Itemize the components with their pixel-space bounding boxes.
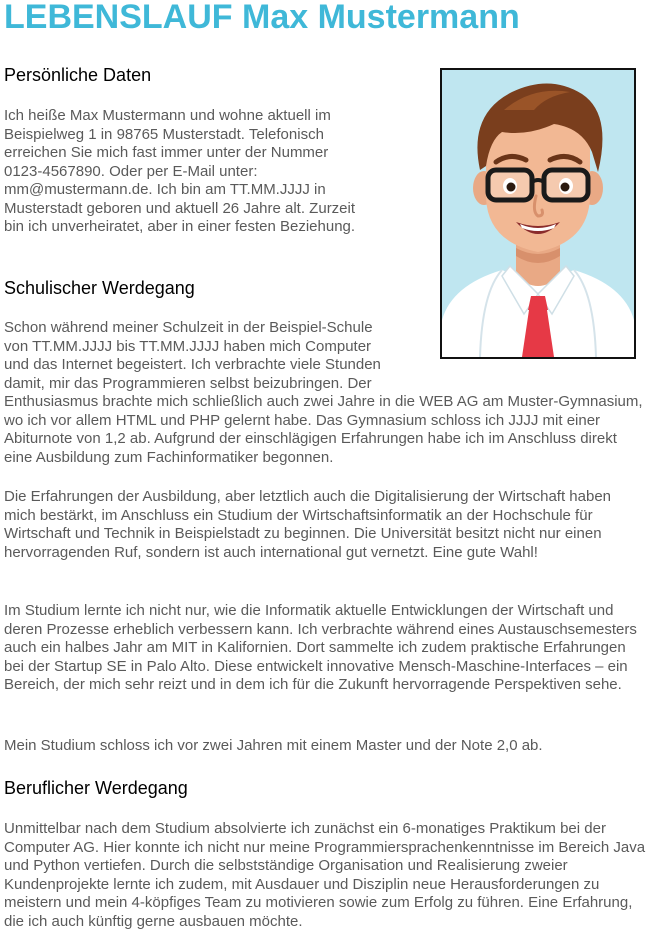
section-heading-personal-data: Persönliche Daten	[4, 65, 152, 85]
school-history-paragraph-4: Mein Studium schloss ich vor zwei Jahren mit einem Master und der Note 2,0 ab.	[4, 737, 543, 754]
section-heading-career: Beruflicher Werdegang	[4, 778, 188, 798]
page-title: LEBENSLAUF Max Mustermann	[4, 0, 520, 36]
school-history-paragraph-2: Die Erfahrungen der Ausbildung, aber letztlich auch die Digitalisierung der Wirtschaft haben mich bestärkt, im Anschluss ein Studium der Wirtschaftsinformatik an der Hochschule für Wirtschaft und Technik in Beispielstadt zu beginnen. Die Universität besitzt nicht nur einen hervorragenden Ruf, sondern ist auch international gut vernetzt. Eine gute Wahl!	[4, 488, 612, 561]
personal-data-paragraph: Ich heiße Max Mustermann und wohne aktuell im Beispielweg 1 in 98765 Musterstadt. Telefonisch erreichen Sie mich fast immer unter der Nummer 0123-4567890. Oder per E-Mail unter: mm@mustermann.de. Ich bin am TT.MM.JJJJ in Musterstadt geboren und aktuell 26 Jahre alt. Zurzeit bin ich unverheiratet, aber in einer festen Beziehung.	[4, 107, 356, 235]
school-history-paragraph-1-text: Schon während meiner Schulzeit in der Beispiel-Schule von TT.MM.JJJJ bis TT.MM.JJJJ haben mich Computer und das Internet begeistert. Ich verbrachte viele Stunden damit, mir das Programmieren selbst beizubringen. Der Enthusiasmus brachte mich schließlich auch zwei Jahre in die WEB AG am Muster-Gymnasium, wo ich vor allem HTML und PHP gelernt habe. Das Gymnasium schloss ich JJJJ mit einer Abiturnote von 1,2 ab. Aufgrund der einschlägigen Erfahrungen habe ich im Anschluss direkt eine Ausbildung zum Fachinformatiker begonnen.	[4, 319, 643, 466]
profile-photo	[440, 68, 636, 359]
avatar-icon	[442, 70, 634, 357]
section-heading-school-history: Schulischer Werdegang	[4, 278, 195, 298]
school-history-paragraph-3: Im Studium lernte ich nicht nur, wie die Informatik aktuelle Entwicklungen der Wirtschaft und deren Prozesse erheblich verbessern kann. Ich verbrachte während eines Austauschsemesters auch ein halbes Jahr am MIT in Kalifornien. Dort sammelte ich zudem praktische Erfahrungen bei der Startup SE in Palo Alto. Diese entwickelt innovative Mensch-Maschine-Interfaces – ein Bereich, der mich sehr reizt und in dem ich für die Zukunft hervorragende Perspektiven sehe.	[4, 602, 637, 693]
career-paragraph: Unmittelbar nach dem Studium absolvierte ich zunächst ein 6-monatiges Praktikum bei der Computer AG. Hier konnte ich nicht nur meine Programmiersprachenkenntnisse im Bereich Java und Python vertiefen. Durch die selbstständige Organisation und Realisierung zweier Kundenprojekte lernte ich zudem, mit Ausdauer und Disziplin neue Herausforderungen zu meistern und mein 4-köpfiges Team zu motivieren sowie zum Erfolg zu führen. Eine Erfahrung, die ich auch künftig gerne ausbauen möchte.	[4, 820, 646, 930]
school-history-paragraph-1	[4, 319, 649, 467]
